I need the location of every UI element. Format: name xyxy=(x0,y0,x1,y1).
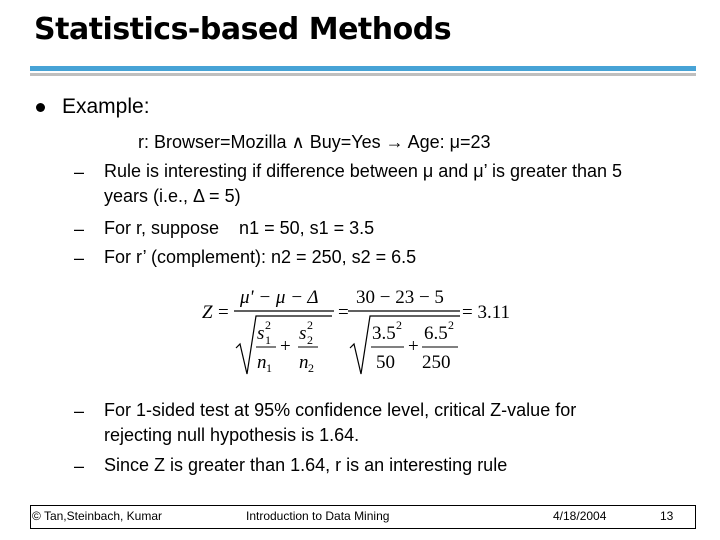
svg-text:2: 2 xyxy=(307,333,313,347)
formula-3-5: 3.5 xyxy=(372,323,396,344)
example-label: Example: xyxy=(62,95,150,118)
z-score-formula xyxy=(200,284,530,376)
point-r-complement: For r’ (complement): n2 = 250, s2 = 6.5 xyxy=(104,247,417,267)
formula-z: Z xyxy=(202,302,213,323)
footer-copyright: © Tan,Steinbach, Kumar xyxy=(32,509,163,523)
rule-statement: r: Browser=Mozilla ∧ Buy=Yes → Age: μ=23 xyxy=(138,132,491,152)
point-critical-line2: rejecting null hypothesis is 1.64. xyxy=(104,425,360,445)
point-conclusion: Since Z is greater than 1.64, r is an interesting rule xyxy=(104,455,508,475)
slide-title: Statistics-based Methods xyxy=(34,12,452,47)
svg-text:2: 2 xyxy=(265,318,271,332)
formula-250: 250 xyxy=(422,352,451,373)
formula-numerator-numeric: 30 − 23 − 5 xyxy=(356,287,444,308)
formula-n1: n xyxy=(257,352,267,373)
title-rule-gray xyxy=(30,73,696,76)
dash-marker: – xyxy=(74,401,85,421)
svg-text:=: = xyxy=(338,302,349,323)
formula-plus: + xyxy=(280,336,291,357)
footer-date: 4/18/2004 xyxy=(553,509,607,523)
formula-n2: n xyxy=(299,352,309,373)
formula-s2: s xyxy=(299,323,307,344)
svg-text:+: + xyxy=(408,336,419,357)
formula-result: = 3.11 xyxy=(462,302,511,323)
point-r: For r, suppose n1 = 50, s1 = 3.5 xyxy=(104,218,375,238)
title-rule-blue xyxy=(30,66,696,71)
dash-marker: – xyxy=(74,219,85,239)
svg-text:2: 2 xyxy=(308,361,314,375)
footer-page-number: 13 xyxy=(660,509,674,523)
svg-text:1: 1 xyxy=(266,361,272,375)
formula-eq: = xyxy=(218,302,229,323)
dash-marker: – xyxy=(74,456,85,476)
svg-text:2: 2 xyxy=(396,318,402,332)
formula-50: 50 xyxy=(376,352,395,373)
svg-text:2: 2 xyxy=(448,318,454,332)
formula-numerator-symbolic: μ' − μ − Δ xyxy=(240,287,319,308)
point-interesting-line1: Rule is interesting if difference between μ and μ’ is greater than 5 xyxy=(104,161,623,181)
svg-text:2: 2 xyxy=(307,318,313,332)
formula-s1: s xyxy=(257,323,265,344)
formula-6-5: 6.5 xyxy=(424,323,448,344)
point-interesting-line2: years (i.e., Δ = 5) xyxy=(104,186,241,206)
svg-text:1: 1 xyxy=(265,333,271,347)
dash-marker: – xyxy=(74,162,85,182)
dash-marker: – xyxy=(74,248,85,268)
bullet-icon xyxy=(36,103,45,112)
footer-course: Introduction to Data Mining xyxy=(246,509,390,523)
point-critical-line1: For 1-sided test at 95% confidence level, critical Z-value for xyxy=(104,400,577,420)
